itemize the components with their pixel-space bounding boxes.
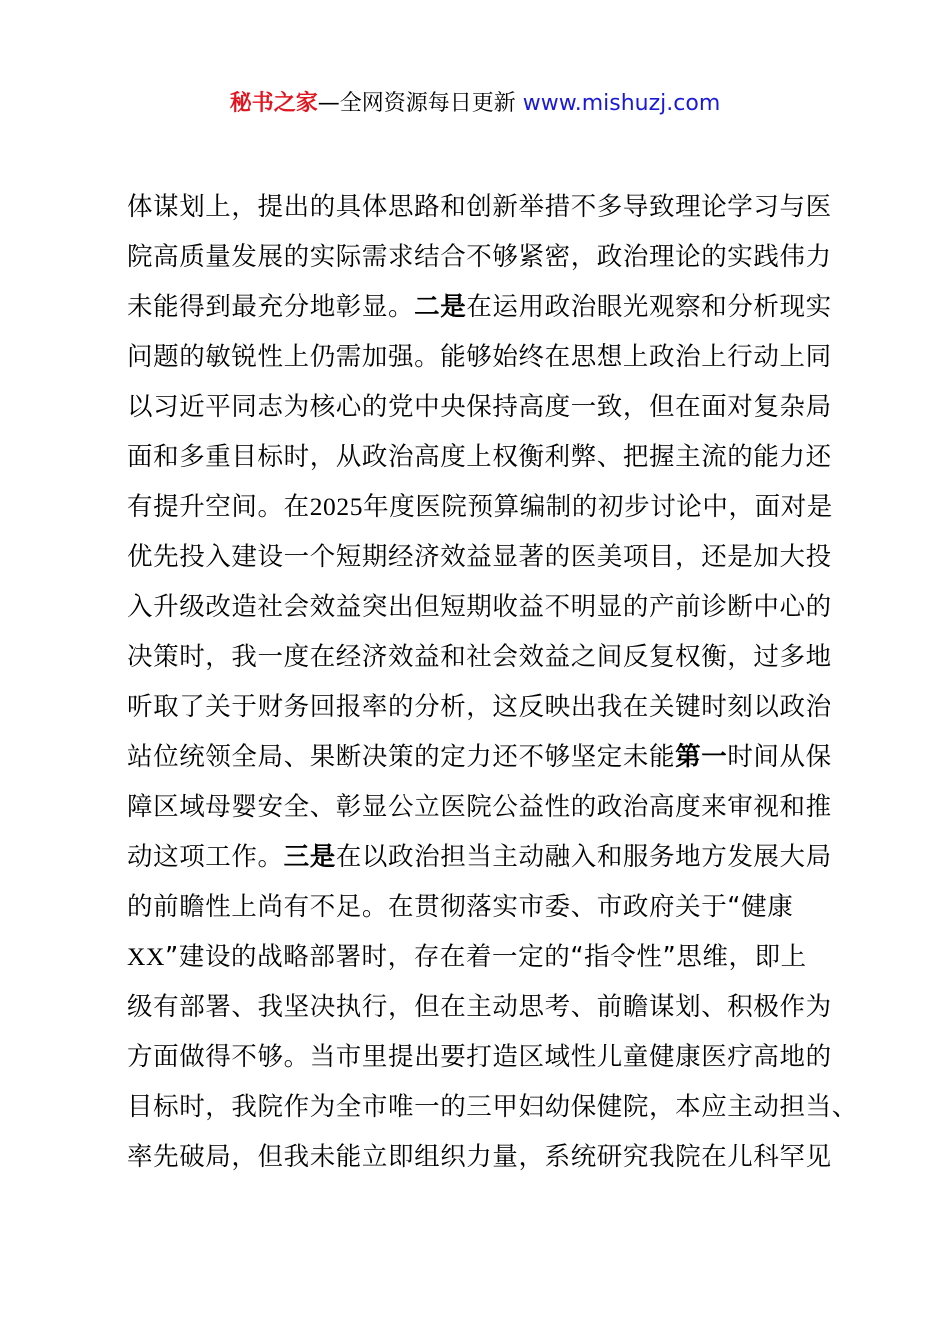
text-run: 以习近平同志为核心的党中央保持高度一致，但在面对复杂局: [127, 392, 832, 422]
website-link[interactable]: www.mishuzj.com: [522, 91, 721, 116]
text-run: 在以政治担当主动融入和服务地方发展大局: [335, 842, 832, 872]
text-line: [127, 232, 839, 282]
text-run: 听取了关于财务回报率的分析，这反映出我在关键时刻以政治: [127, 692, 832, 722]
text-run: 方面做得不够。当市里提出要打造区域性儿童健康医疗高地的: [127, 1042, 832, 1072]
text-line: [127, 932, 839, 982]
text-run: 年度医院预算编制的初步讨论中，面对是: [363, 492, 833, 522]
text-line: [127, 632, 839, 682]
bold-point-marker: 二是: [414, 292, 467, 322]
text-run: 入升级改造社会效益突出但短期收益不明显的产前诊断中心的: [127, 592, 832, 622]
text-run: 率先破局，但我未能立即组织力量，系统研究我院在儿科罕见: [127, 1142, 832, 1172]
text-line: [127, 832, 839, 882]
text-run: 未能得到最充分地彰显。: [127, 292, 415, 322]
text-line: [127, 982, 839, 1032]
brand-name: 秘书之家: [229, 91, 318, 116]
text-run: 优先投入建设一个短期经济效益显著的医美项目，还是加大投: [127, 542, 832, 572]
text-run: 目标时，我院作为全市唯一的三甲妇幼保健院，本应主动担当、: [127, 1092, 858, 1122]
text-run: 决策时，我一度在经济效益和社会效益之间反复权衡，过多地: [127, 642, 832, 672]
text-line: [127, 532, 839, 582]
bold-point-marker: 三是: [283, 842, 336, 872]
text-line: [127, 482, 839, 532]
text-line: [127, 332, 839, 382]
text-line: [127, 282, 839, 332]
text-line: [127, 582, 839, 632]
text-run: 动这项工作。: [127, 842, 284, 872]
text-run: 体谋划上，提出的具体思路和创新举措不多导致理论学习与医: [127, 192, 832, 222]
document-body: [127, 182, 858, 1182]
year-number: 2025: [309, 492, 364, 521]
text-run: 有提升空间。在: [127, 492, 310, 522]
text-run: 障区域母婴安全、彰显公立医院公益性的政治高度来审视和推: [127, 792, 832, 822]
bold-emphasis: 第一: [675, 742, 728, 772]
text-run: 面和多重目标时，从政治高度上权衡利弊、把握主流的能力还: [127, 442, 832, 472]
page-header: [0, 88, 950, 120]
text-line: [127, 182, 839, 232]
text-run: ”建设的战略部署时，存在着一定的“指令性”思维，即上: [165, 942, 807, 972]
text-line: [127, 882, 839, 932]
text-line: [127, 432, 839, 482]
text-run: 站位统领全局、果断决策的定力还不够坚定未能: [127, 742, 676, 772]
text-line: [127, 1082, 858, 1132]
text-run: 级有部署、我坚决执行，但在主动思考、前瞻谋划、积极作为: [127, 992, 832, 1022]
text-line: [127, 1032, 839, 1082]
text-run: 时间从保: [727, 742, 832, 772]
text-line: [127, 682, 839, 732]
text-run: 院高质量发展的实际需求结合不够紧密，政治理论的实践伟力: [127, 242, 832, 272]
text-line: [127, 732, 839, 782]
text-line: [127, 382, 839, 432]
placeholder-text: XX: [127, 942, 166, 971]
text-run: 问题的敏锐性上仍需加强。能够始终在思想上政治上行动上同: [127, 342, 832, 372]
text-line: [127, 782, 839, 832]
text-run: 的前瞻性上尚有不足。在贯彻落实市委、市政府关于“健康: [127, 892, 794, 922]
text-run: 在运用政治眼光观察和分析现实: [466, 292, 832, 322]
text-line: [127, 1132, 839, 1182]
header-slogan: —全网资源每日更新: [317, 91, 523, 116]
